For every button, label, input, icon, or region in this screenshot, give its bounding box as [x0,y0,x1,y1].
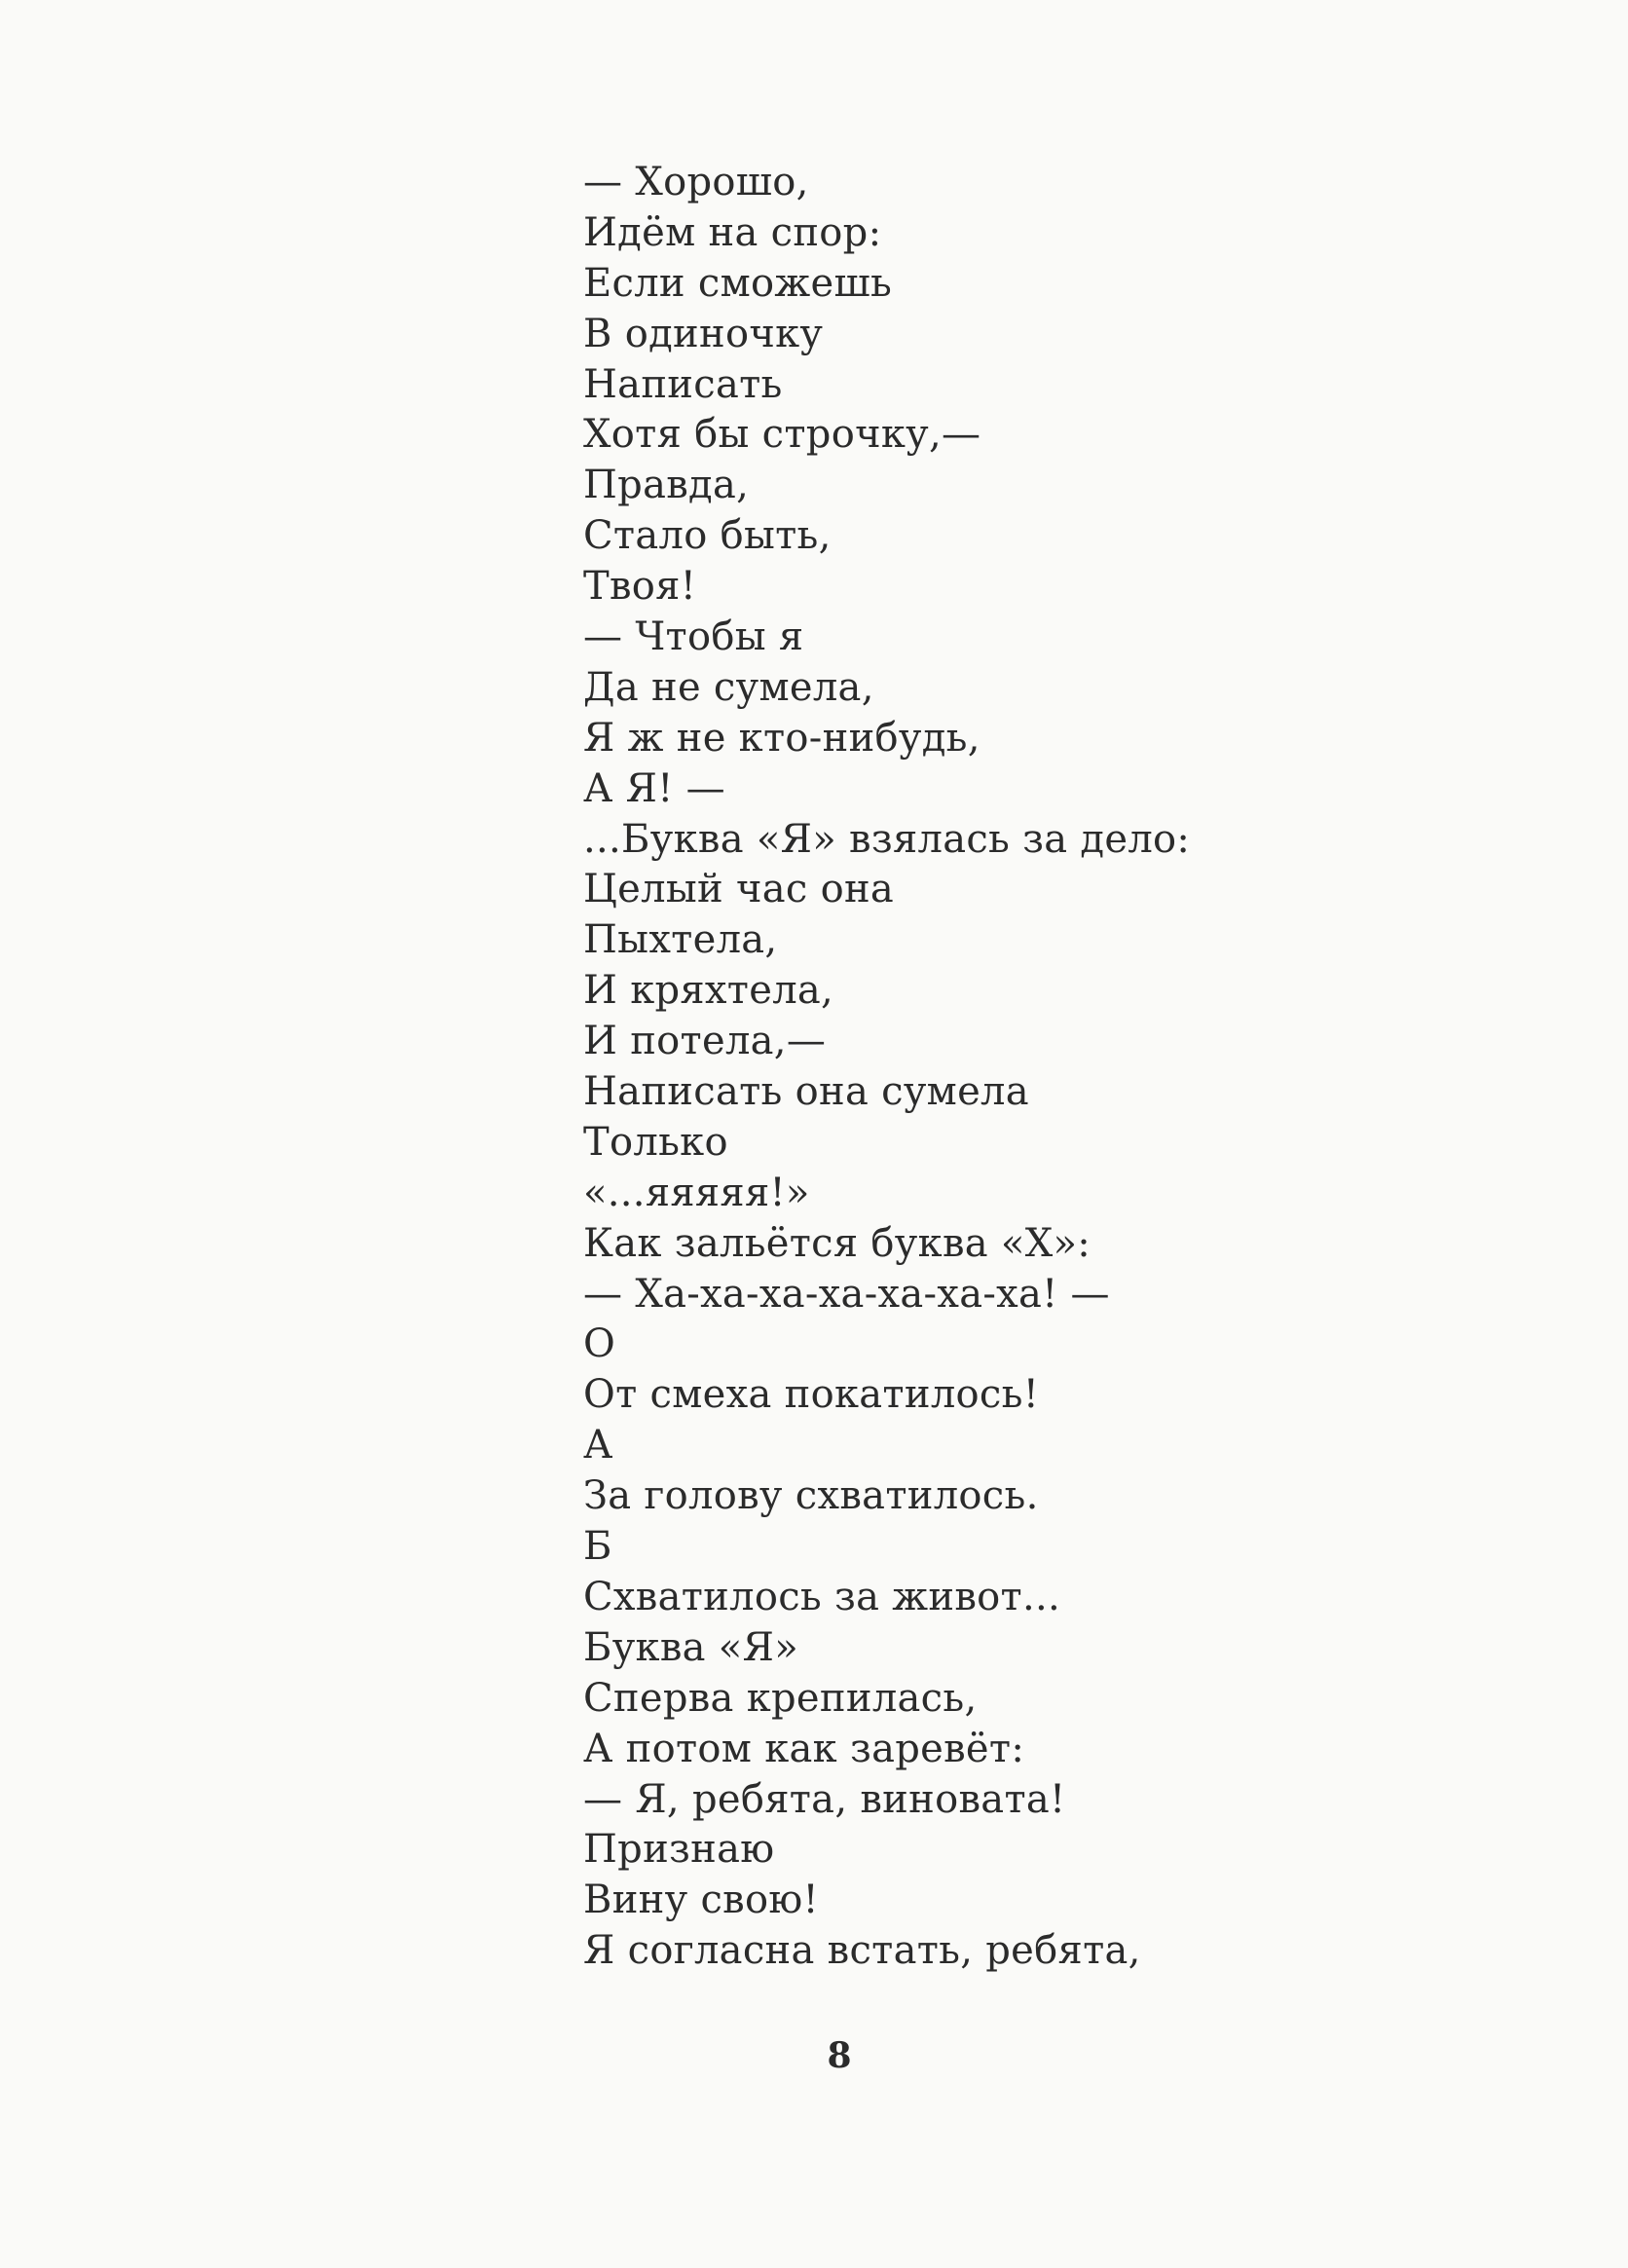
poem-line: И потела,— [583,1019,827,1064]
poem-line: Стало быть, [583,513,832,559]
poem-line: Правда, [583,463,750,508]
poem-line: Хотя бы строчку,— [583,412,981,458]
poem-line: Сперва крепилась, [583,1675,978,1721]
poem-line: Твоя! [583,564,697,610]
poem-line: А Я! — [583,765,725,811]
poem-line: — Чтобы я [583,614,804,660]
poem-line: Да не сумела, [583,664,874,710]
poem-line: В одиночку [583,311,824,356]
poem-text [583,158,1557,1977]
poem-line: — Я, ребята, виновата! [583,1776,1066,1822]
poem-line: И кряхтела, [583,968,834,1014]
poem-line: За голову схватилось. [583,1473,1039,1519]
poem-line: Написать [583,361,783,407]
poem-line: О [583,1321,616,1367]
poem-line: А [583,1423,613,1469]
poem-line: Написать она сумела [583,1069,1029,1115]
poem-line: Как зальётся буква «Х»: [583,1220,1092,1266]
poem-line: Я ж не кто-нибудь, [583,715,980,761]
poem-line: Если сможешь [583,260,893,306]
page-number: 8 [827,2035,852,2076]
poem-line: От смеха покатилось! [583,1372,1040,1418]
poem-line: Признаю [583,1827,775,1873]
poem-line: Только [583,1119,728,1165]
poem-line: — Ха-ха-ха-ха-ха-ха-ха! — [583,1271,1110,1317]
poem-line: «...яяяяя!» [583,1170,810,1215]
poem-line: — Хорошо, [583,160,809,204]
poem-line: Идём на спор: [583,209,882,255]
poem-line: А потом как заревёт: [583,1726,1025,1771]
poem-line: Схватилось за живот... [583,1574,1061,1619]
poem-line: Вину свою! [583,1878,819,1923]
poem-line: Целый час она [583,867,895,912]
poem-line: ...Буква «Я» взялась за дело: [583,816,1191,862]
poem-line: Пыхтела, [583,917,778,963]
poem-line: Я согласна встать, ребята, [583,1928,1141,1974]
poem-line: Б [583,1524,612,1570]
poem-line: Буква «Я» [583,1624,798,1670]
